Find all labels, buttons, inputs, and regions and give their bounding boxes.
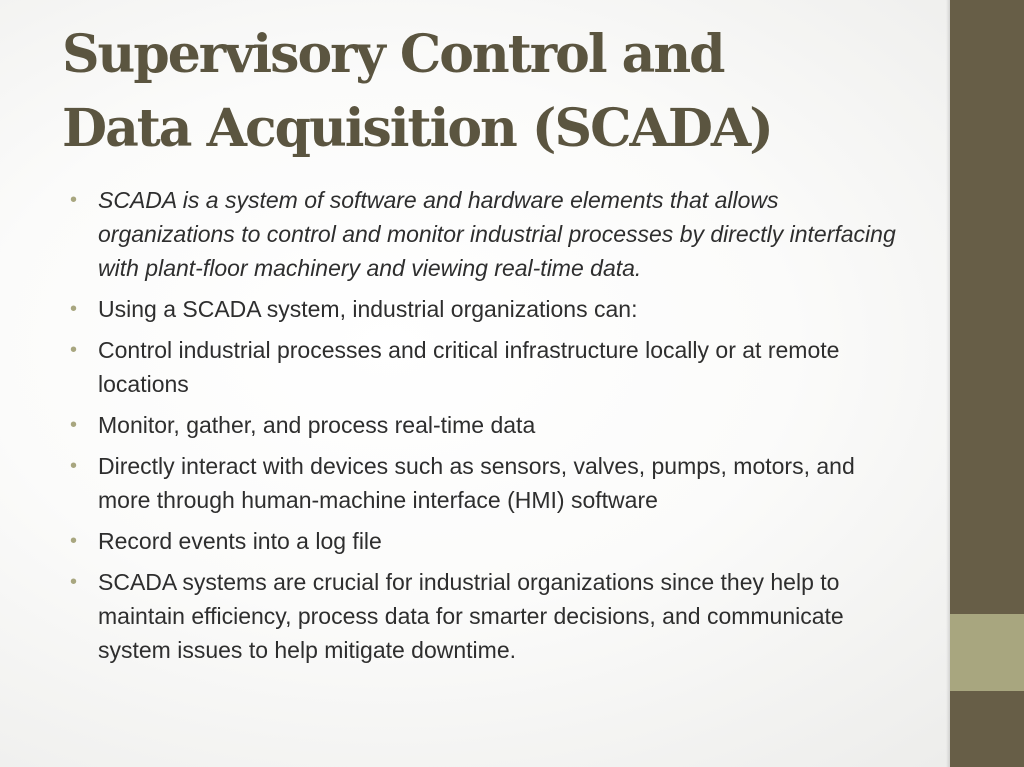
- bullet-icon: •: [70, 298, 78, 320]
- bullet-text: Directly interact with devices such as sensors, valves, pumps, motors, and more through human-machine interface (HMI) software: [98, 453, 855, 513]
- bullet-item: [70, 408, 910, 442]
- bullet-item: [70, 524, 910, 558]
- title-line-2: Data Acquisition (SCADA): [62, 98, 772, 159]
- bullet-item: [70, 292, 910, 326]
- title-line-1: Supervisory Control and: [62, 24, 724, 85]
- bullet-item: [70, 565, 910, 667]
- sidebar-bar: [950, 0, 1024, 767]
- bullet-text: Monitor, gather, and process real-time data: [98, 412, 536, 438]
- slide-title: [62, 18, 922, 166]
- bullet-icon: •: [70, 339, 78, 361]
- bullet-item: [70, 449, 910, 517]
- bullet-icon: •: [70, 571, 78, 593]
- bullet-icon: •: [70, 414, 78, 436]
- bullet-item: [70, 183, 910, 285]
- bullet-list: [70, 183, 910, 674]
- bullet-text: Record events into a log file: [98, 528, 382, 554]
- bullet-icon: •: [70, 189, 78, 211]
- bullet-text: SCADA is a system of software and hardware elements that allows organizations to control and monitor industrial processes by directly interfacing with plant-floor machinery and viewing real-time data.: [98, 187, 896, 281]
- bullet-text: SCADA systems are crucial for industrial organizations since they help to maintain efficiency, process data for smarter decisions, and communicate system issues to help mitigate downtime.: [98, 569, 844, 663]
- bullet-text: Using a SCADA system, industrial organizations can:: [98, 296, 638, 322]
- bullet-item: [70, 333, 910, 401]
- bullet-icon: •: [70, 455, 78, 477]
- bullet-icon: •: [70, 530, 78, 552]
- bullet-text: Control industrial processes and critical infrastructure locally or at remote locations: [98, 337, 840, 397]
- sidebar-accent-block: [950, 614, 1024, 691]
